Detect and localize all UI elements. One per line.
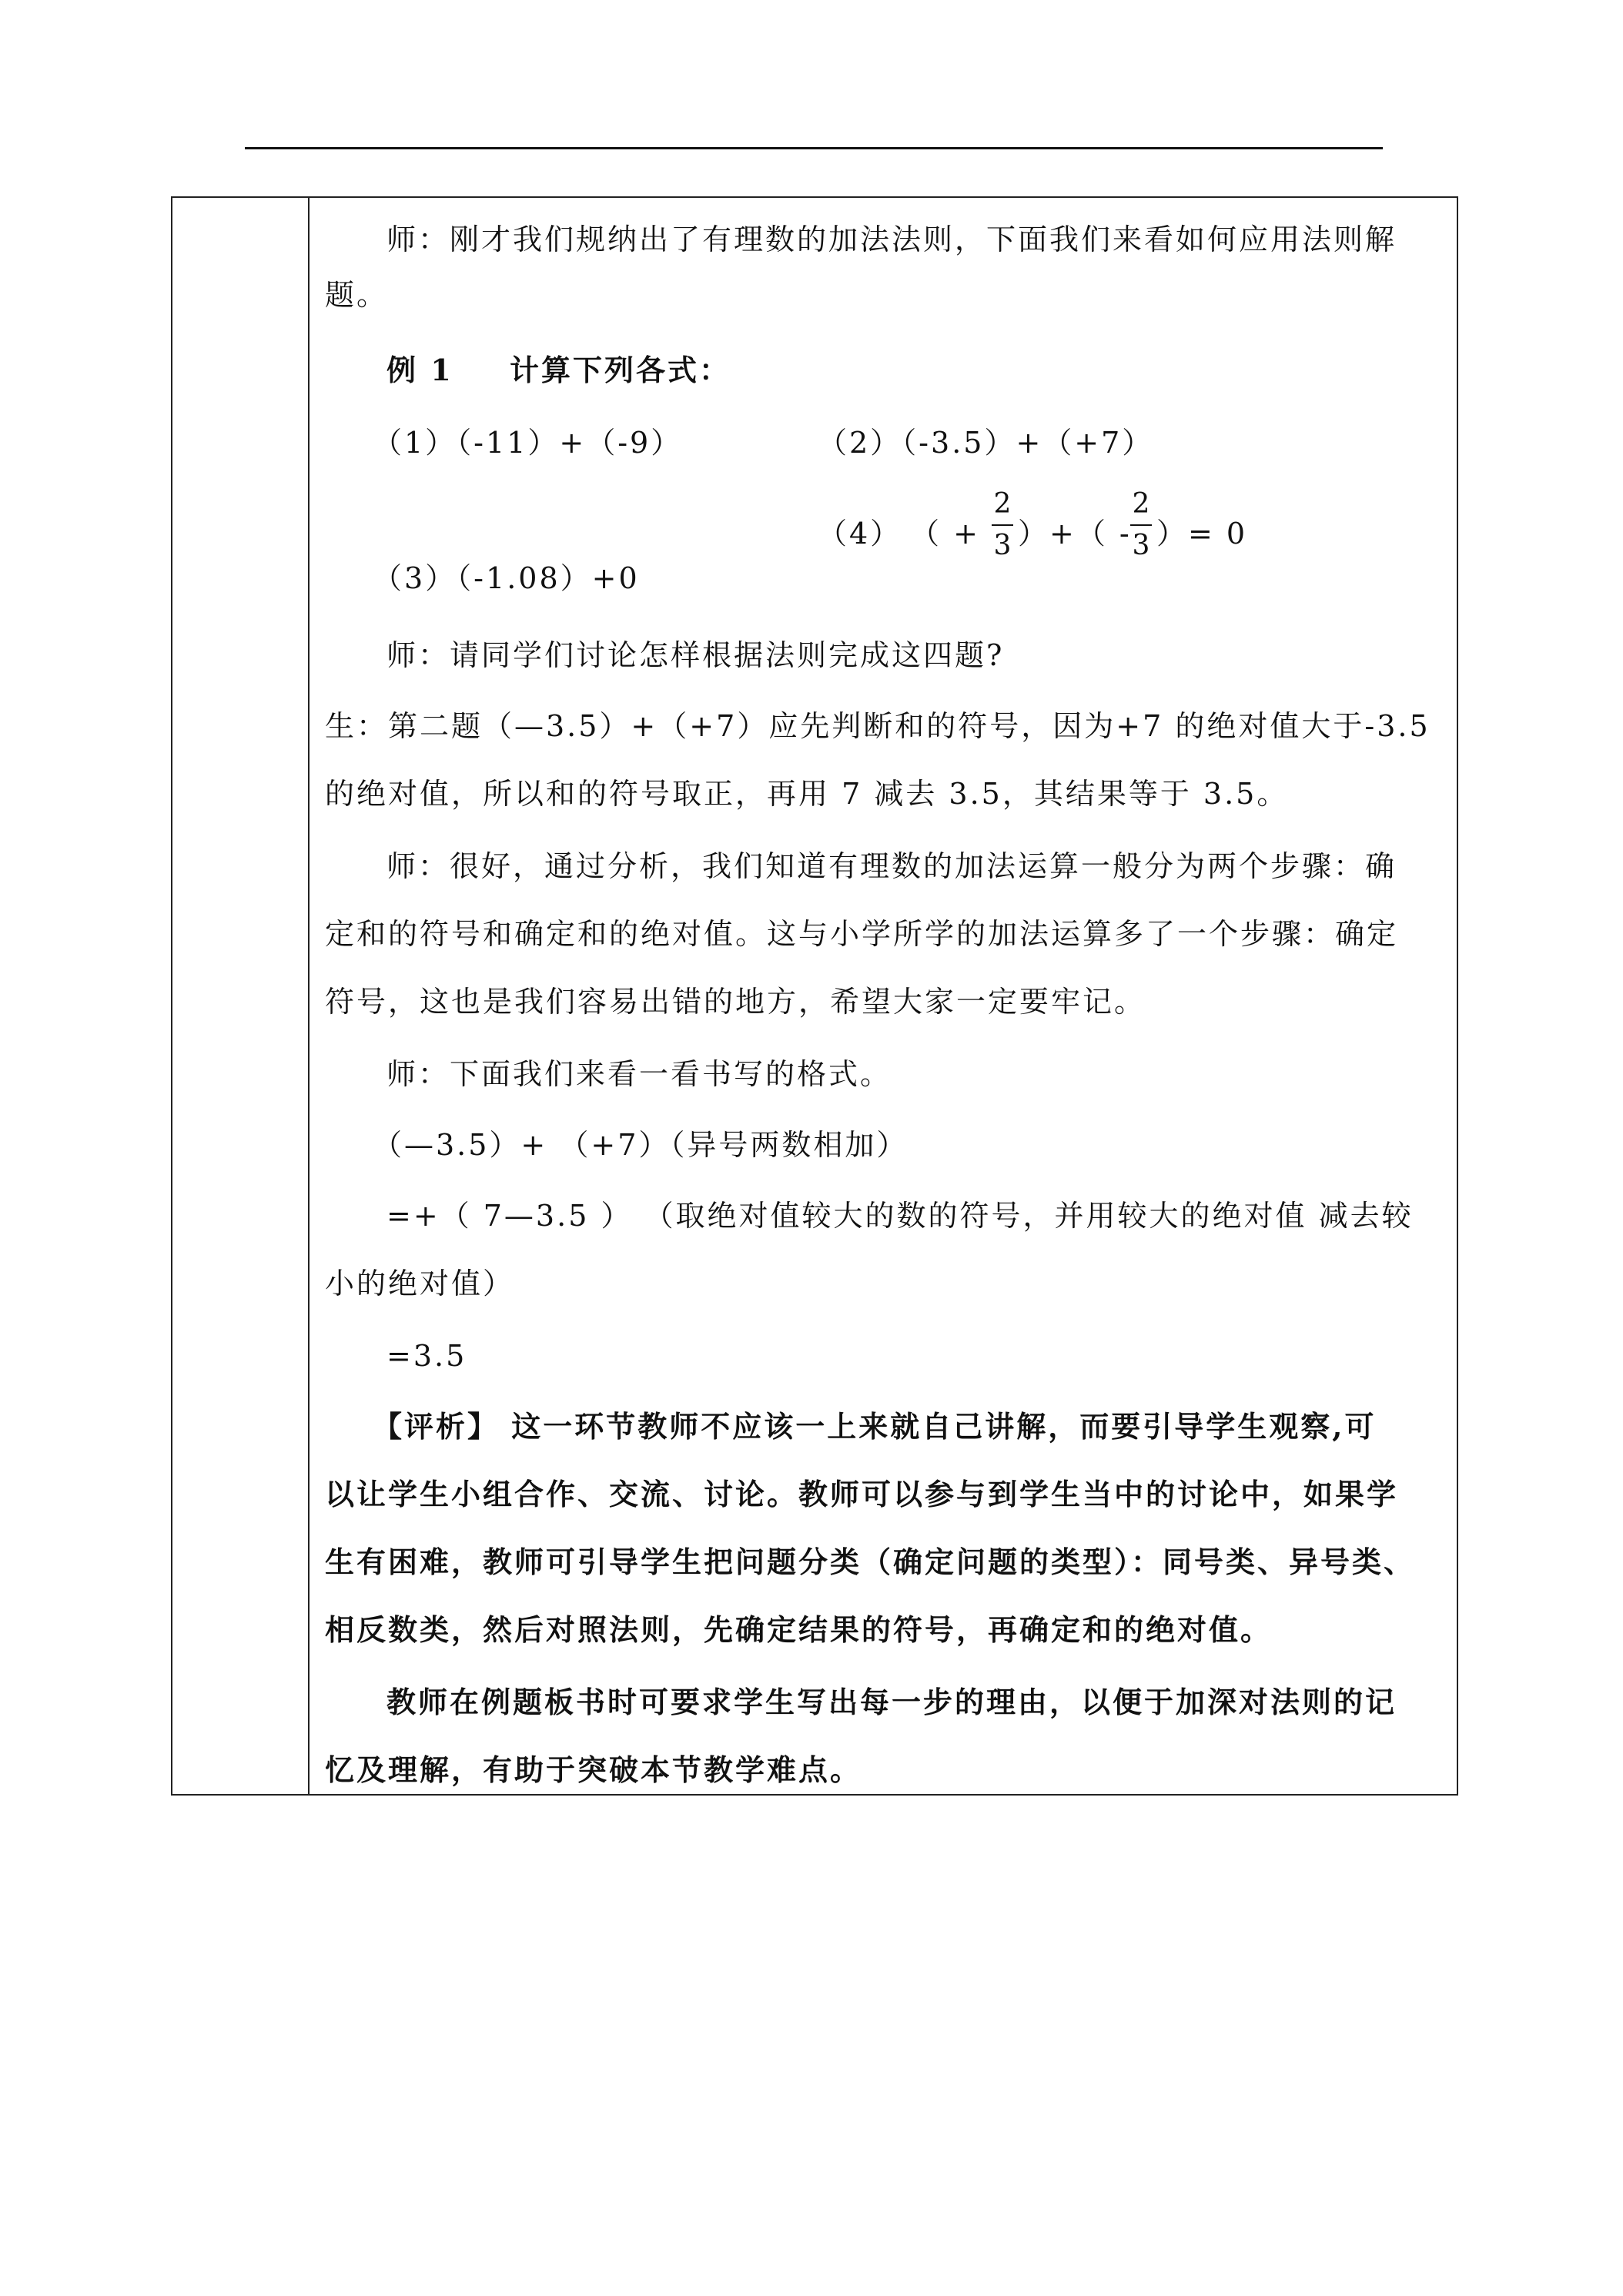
- fraction-2-denominator: 3: [1132, 530, 1150, 561]
- teacher-summary-line-1: 师：很好，通过分析，我们知道有理数的加法运算一般分为两个步骤：确: [387, 849, 1397, 883]
- column-divider: [308, 198, 310, 1794]
- problem-3: （3）（-1.08）+0: [373, 561, 640, 595]
- format-step-1: （—3.5）+ （+7）（异号两数相加）: [373, 1128, 909, 1162]
- fraction-1-bar: [992, 524, 1013, 526]
- teacher-intro-line-1: 师：刚才我们规纳出了有理数的加法法则，下面我们来看如何应用法则解: [387, 223, 1397, 256]
- fraction-2-bar: [1130, 524, 1152, 526]
- analysis-line-1: 【评析】 这一环节教师不应该一上来就自己讲解，而要引导学生观察,可: [373, 1409, 1377, 1444]
- problem-4-close: ）= 0: [1156, 517, 1248, 551]
- lesson-table: [171, 196, 1458, 1796]
- format-intro: 师：下面我们来看一看书写的格式。: [387, 1057, 892, 1091]
- teacher-question: 师：请同学们讨论怎样根据法则完成这四题?: [387, 638, 1005, 672]
- analysis-line-5: 教师在例题板书时可要求学生写出每一步的理由，以便于加深对法则的记: [387, 1685, 1397, 1719]
- teacher-intro-line-2: 题。: [325, 278, 389, 312]
- problem-4-prefix: （4）: [818, 517, 902, 551]
- example-label: 例 1: [387, 353, 453, 387]
- fraction-1-numerator: 2: [993, 488, 1012, 520]
- format-step-2: =+（ 7—3.5 ） （取绝对值较大的数的符号，并用较大的绝对值 减去较: [387, 1199, 1414, 1233]
- teacher-summary-line-3: 符号，这也是我们容易出错的地方，希望大家一定要牢记。: [325, 985, 1146, 1019]
- example-title: 计算下列各式：: [510, 353, 731, 387]
- format-step-2-cont: 小的绝对值）: [325, 1267, 515, 1300]
- fraction-2-numerator: 2: [1132, 488, 1150, 520]
- problem-4-open: （ +: [910, 517, 980, 551]
- teacher-summary-line-2: 定和的符号和确定和的绝对值。这与小学所学的加法运算多了一个步骤：确定: [325, 917, 1399, 951]
- header-rule: [245, 147, 1383, 149]
- analysis-line-2: 以让学生小组合作、交流、讨论。教师可以参与到学生当中的讨论中，如果学: [325, 1477, 1399, 1511]
- analysis-line-4: 相反数类，然后对照法则，先确定结果的符号，再确定和的绝对值。: [325, 1612, 1273, 1647]
- format-step-3: =3.5: [387, 1339, 467, 1373]
- problem-1: （1）（-11）+（-9）: [373, 426, 683, 460]
- fraction-1-denominator: 3: [993, 530, 1012, 561]
- analysis-line-6: 忆及理解，有助于突破本节教学难点。: [325, 1752, 862, 1787]
- student-answer-line-1: 生：第二题（—3.5）+（+7）应先判断和的符号，因为+7 的绝对值大于-3.5: [325, 709, 1431, 743]
- problem-2: （2）（-3.5）+（+7）: [818, 426, 1154, 460]
- problem-4-middle: ）+（ -: [1018, 517, 1132, 551]
- analysis-line-3: 生有困难，教师可引导学生把问题分类（确定问题的类型）：同号类、异号类、: [325, 1545, 1416, 1579]
- student-answer-line-2: 的绝对值，所以和的符号取正，再用 7 减去 3.5，其结果等于 3.5。: [325, 777, 1289, 811]
